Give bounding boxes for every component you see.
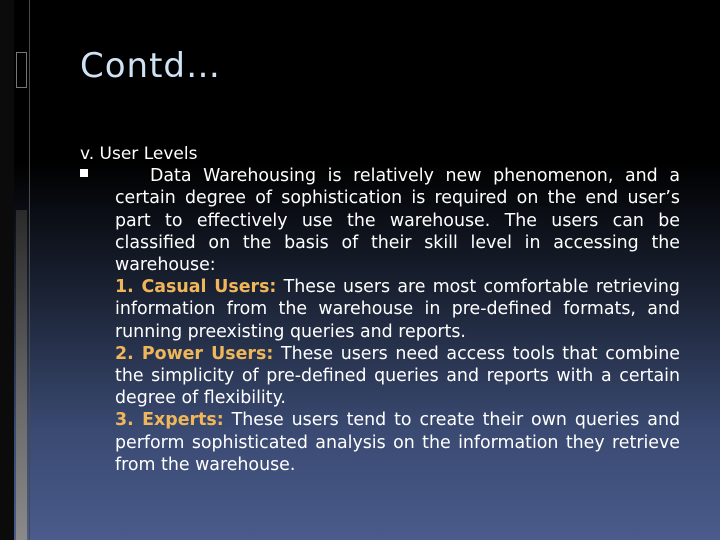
divider-line <box>29 0 30 540</box>
casual-label: 1. Casual Users: <box>115 277 277 298</box>
intro-paragraph: Data Warehousing is relatively new phenomenon, and a certain degree of sophistication is required on the end user’s part to effectively use the warehouse. The users can be classified on the basis of their skill level in accessing the warehouse: <box>115 166 680 276</box>
section-heading: v. User Levels <box>80 144 198 164</box>
casual-text: These users are most comfortable retrieving information from the warehouse in pre-defined formats, and running preexisting queries and reports. <box>115 277 680 342</box>
power-text: These users need access tools that combine the simplicity of pre-defined queries and reports with a certain degree of flexibility. <box>115 343 680 409</box>
user-level-casual <box>115 276 680 343</box>
user-level-power <box>115 343 680 410</box>
slide-body <box>80 143 680 476</box>
square-bullet-icon <box>80 169 88 177</box>
decor-stripe <box>16 210 27 540</box>
power-label: 2. Power Users: <box>115 343 274 364</box>
slide-title: Contd… <box>80 46 222 86</box>
decor-block-1 <box>16 52 27 88</box>
experts-label: 3. Experts: <box>115 410 224 431</box>
experts-text: These users tend to create their own queries and perform sophisticated analysis on the information they retrieve from the warehouse. <box>115 410 681 475</box>
left-decor-bar <box>0 0 14 540</box>
user-level-experts <box>115 409 680 476</box>
bullet-item <box>80 165 680 476</box>
